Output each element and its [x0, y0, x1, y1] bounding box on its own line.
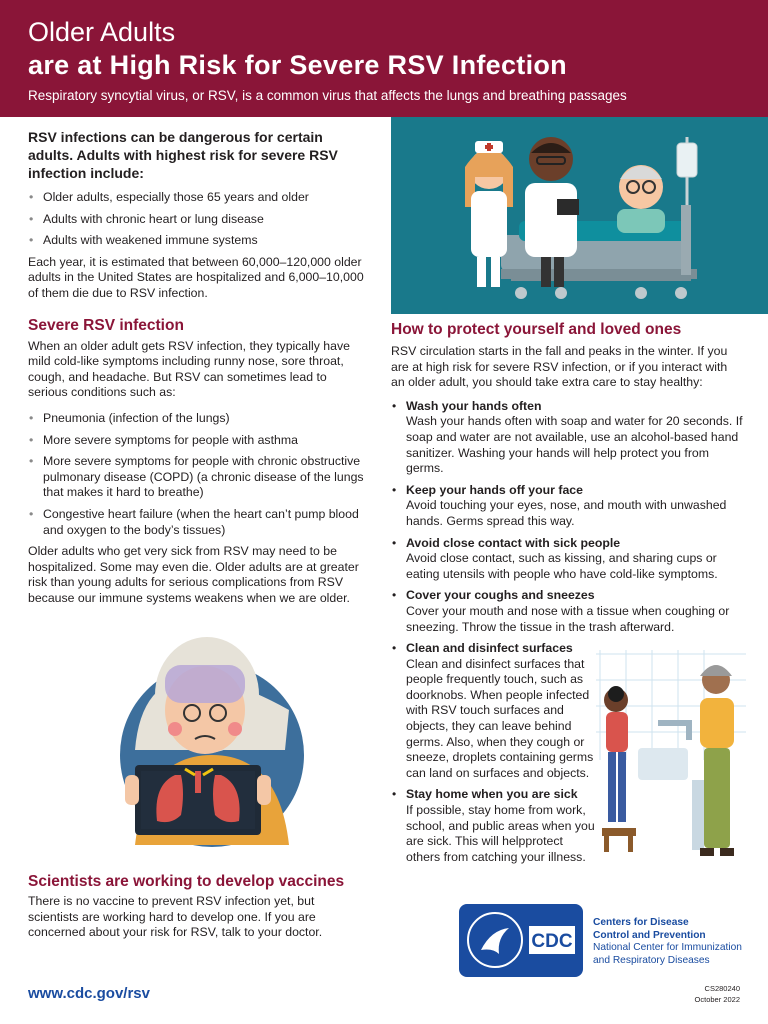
tip-text: If possible, stay home from work, school, and public areas when you are sick. This will helpprotect others from catching your illness. [406, 803, 595, 864]
list-item [391, 483, 743, 530]
center-name-line-1: National Center for Immunization [593, 942, 742, 954]
cdc-logo-icon [459, 904, 583, 977]
intro-lead: RSV infections can be dangerous for certain adults. Adults with highest risk for severe RSV infection include: [28, 129, 338, 181]
tip-text: Clean and disinfect surfaces that people frequently touch, such as doorknobs. When people infected with RSV touch surfaces and objects, they can leave behind germs. Also, when they cough or sneeze, droplets containing germs can land on surfaces and objects. [406, 656, 594, 780]
tip-text: Avoid close contact, such as kissing, and sharing cups or eating utensils with people who have cold-like symptoms. [406, 551, 718, 581]
list-item: • Adults with weakened immune systems [28, 233, 366, 249]
tip-title: • Stay home when you are sick [406, 787, 578, 802]
cdc-name-line-1: Centers for Disease [593, 917, 689, 928]
hospital-scene-icon [391, 117, 768, 314]
publication-code: CS280240 [704, 984, 740, 993]
sick-elder-illustration [95, 625, 335, 850]
header-banner [0, 0, 768, 117]
severe-heading: Severe RSV infection [28, 316, 184, 334]
protect-intro: RSV circulation starts in the fall and peaks in the winter. If you are at high risk for severe RSV infection, or if you interact with an older adult, you should take extra care to stay healthy: [391, 344, 728, 390]
list-item [391, 588, 743, 635]
vaccines-heading: Scientists are working to develop vaccines [28, 873, 345, 890]
vaccines-section [28, 872, 368, 941]
protect-heading: How to protect yourself and loved ones [391, 321, 682, 338]
hhs-cdc-logo [459, 904, 583, 977]
tip-title: • Wash your hands often [406, 398, 542, 413]
sick-elder-icon [95, 625, 335, 850]
closing-paragraph: Older adults who get very sick from RSV may need to be hospitalized. Some may even die. Older adults are at greater risk than young adults for serious complications from RSV because our immune systems weakens when we are older. [28, 544, 359, 605]
title-line-1: Older Adults [28, 17, 176, 47]
list-item: • Pneumonia (infection of the lungs) [28, 411, 366, 427]
list-item: • More severe symptoms for people with chronic obstructive pulmonary disease (COPD) (a chronic disease of the lungs that makes it hard to breathe) [28, 454, 366, 501]
website-link[interactable]: www.cdc.gov/rsv [28, 985, 150, 1002]
conditions-list [28, 411, 366, 538]
cdc-identity [593, 917, 768, 967]
list-item: • More severe symptoms for people with asthma [28, 433, 366, 449]
list-item [391, 399, 743, 477]
tip-text: Avoid touching your eyes, nose, and mouth with unwashed hands. Germs spread this way. [406, 498, 727, 528]
tip-text: Wash your hands often with soap and water for 20 seconds. If soap and water are not available, use an alcohol-based hand sanitizer. Washing your hands will help protect you from germs. [406, 414, 743, 476]
tip-title: • Keep your hands off your face [406, 482, 583, 497]
page-title: are at High Risk for Severe RSV Infection [28, 50, 567, 80]
severe-paragraph: When an older adult gets RSV infection, they typically have mild cold-like symptoms including runny nose, sore throat, cough, and headache. But RSV can sometimes lead to serious conditions such as: [28, 338, 350, 400]
risk-list [28, 190, 366, 249]
tip-title: • Clean and disinfect surfaces [406, 641, 573, 656]
list-item: • Older adults, especially those 65 years and older [28, 190, 366, 206]
tip-title: • Cover your coughs and sneezes [406, 588, 595, 603]
tip-text: Cover your mouth and nose with a tissue when coughing or sneezing. Throw the tissue in the trash afterward. [406, 603, 730, 634]
center-name-line-2: and Respiratory Diseases [593, 954, 710, 966]
left-column [28, 128, 366, 606]
handwashing-icon [596, 650, 746, 865]
list-item [391, 536, 743, 583]
vaccines-paragraph: There is no vaccine to prevent RSV infection yet, but scientists are working hard to develop one. If you are concerned about your risk for RSV, talk to your doctor. [28, 894, 323, 940]
hospital-illustration [391, 117, 768, 314]
cdc-name-line-2: Control and Prevention [593, 929, 706, 941]
list-item: • Adults with chronic heart or lung disease [28, 212, 366, 228]
list-item: • Congestive heart failure (when the heart can’t pump blood and oxygen to the body’s tissues) [28, 507, 366, 538]
subtitle: Respiratory syncytial virus, or RSV, is a common virus that affects the lungs and breathing passages [28, 88, 627, 103]
handwashing-illustration [596, 650, 746, 865]
document-code [695, 983, 740, 1005]
tip-title: • Avoid close contact with sick people [406, 535, 621, 550]
statistic-paragraph: Each year, it is estimated that between 60,000–120,000 older adults in the United States are hospitalized and 6,000–10,000 of them die due to RSV infection. [28, 254, 364, 300]
publication-date: October 2022 [694, 995, 740, 1004]
cdc-logo-text: CDC [531, 931, 573, 952]
